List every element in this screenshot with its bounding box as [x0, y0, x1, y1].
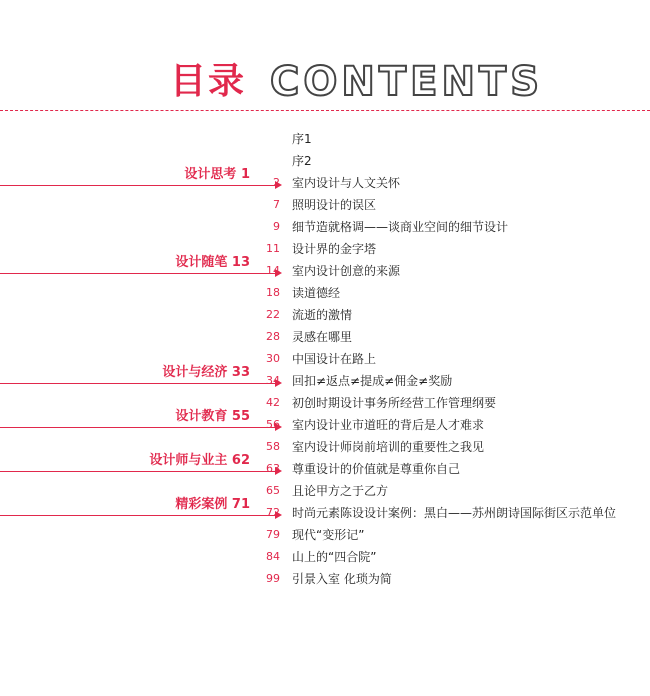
header-divider — [0, 110, 650, 111]
toc-entry-title: 照明设计的误区 — [292, 198, 377, 212]
toc-entry-title: 序1 — [292, 132, 312, 146]
section-line — [0, 471, 276, 472]
section-marker — [0, 365, 284, 390]
toc-page-number: 28 — [266, 330, 280, 343]
title-english: CONTENTS — [270, 59, 544, 105]
section-label: 设计随笔 13 — [175, 255, 250, 270]
section-line — [0, 273, 276, 274]
section-label: 设计思考 1 — [184, 167, 250, 182]
toc-entry — [0, 326, 650, 348]
section-marker — [0, 409, 284, 434]
toc-entry-title: 山上的“四合院” — [292, 550, 377, 564]
toc-entry — [0, 392, 650, 414]
toc-page-number: 34 — [266, 374, 280, 387]
section-label: 设计与经济 33 — [162, 365, 250, 380]
toc-entry-title: 读道德经 — [292, 286, 341, 300]
toc-entry — [0, 348, 650, 370]
toc-entry — [0, 480, 650, 502]
toc-entry-title: 引景入室 化琐为简 — [292, 572, 392, 586]
section-label: 设计教育 55 — [175, 409, 250, 424]
section-line — [0, 515, 276, 516]
toc-entry-title: 室内设计创意的来源 — [292, 264, 401, 278]
title-chinese: 目录 — [170, 61, 247, 102]
arrow-right-icon — [275, 511, 282, 519]
toc-entry-title: 回扣≠返点≠提成≠佣金≠奖励 — [292, 374, 453, 388]
toc-page-number: 42 — [266, 396, 280, 409]
toc-entry-title: 室内设计业市道旺的背后是人才难求 — [292, 418, 485, 432]
toc-entry-title: 时尚元素陈设设计案例：黑白——苏州朗诗国际街区示范单位 — [292, 506, 617, 520]
toc-entry-title: 设计界的金字塔 — [292, 242, 377, 256]
toc-entry — [0, 216, 650, 238]
toc-entry — [0, 194, 650, 216]
toc-page-number: 11 — [266, 242, 280, 255]
section-line — [0, 383, 276, 384]
toc-entry-title: 室内设计师岗前培训的重要性之我见 — [292, 440, 485, 454]
toc-page-number: 58 — [266, 440, 280, 453]
section-line — [0, 185, 276, 186]
section-marker — [0, 497, 284, 522]
section-marker — [0, 167, 284, 192]
toc-entry-title: 细节造就格调——谈商业空间的细节设计 — [292, 220, 509, 234]
toc-page-number: 30 — [266, 352, 280, 365]
toc-entry-title: 室内设计与人文关怀 — [292, 176, 401, 190]
toc-entry-title: 流逝的激情 — [292, 308, 353, 322]
toc-page-number: 65 — [266, 484, 280, 497]
toc-entry — [0, 436, 650, 458]
arrow-right-icon — [275, 379, 282, 387]
toc-entry — [0, 524, 650, 546]
toc-entry-title: 中国设计在路上 — [292, 352, 377, 366]
header — [0, 58, 650, 108]
toc-entry-title: 现代“变形记” — [292, 528, 365, 542]
toc-entry-title: 初创时期设计事务所经营工作管理纲要 — [292, 396, 497, 410]
toc-entry — [0, 304, 650, 326]
section-line — [0, 427, 276, 428]
toc-entry-title: 序2 — [292, 154, 312, 168]
toc-entry — [0, 546, 650, 568]
toc-entry — [0, 238, 650, 260]
toc-page-number: 79 — [266, 528, 280, 541]
section-marker — [0, 255, 284, 280]
toc-entry — [0, 150, 650, 172]
toc-page-number: 56 — [266, 418, 280, 431]
toc-page-number: 99 — [266, 572, 280, 585]
toc-page-number: 2 — [273, 176, 280, 189]
toc-entry — [0, 568, 650, 590]
toc-page-number: 22 — [266, 308, 280, 321]
section-marker — [0, 453, 284, 478]
toc-entry-title: 尊重设计的价值就是尊重你自己 — [292, 462, 461, 476]
toc-page-number: 63 — [266, 462, 280, 475]
toc-page-number: 18 — [266, 286, 280, 299]
toc-entry — [0, 282, 650, 304]
toc-page-number: 7 — [273, 198, 280, 211]
arrow-right-icon — [275, 423, 282, 431]
toc-entry-title: 且论甲方之于乙方 — [292, 484, 389, 498]
toc-page-number: 9 — [273, 220, 280, 233]
toc-entry-title: 灵感在哪里 — [292, 330, 353, 344]
arrow-right-icon — [275, 181, 282, 189]
section-label: 设计师与业主 62 — [149, 453, 250, 468]
arrow-right-icon — [275, 269, 282, 277]
toc-entry — [0, 128, 650, 150]
toc-page-number: 14 — [266, 264, 280, 277]
toc-page-number: 84 — [266, 550, 280, 563]
arrow-right-icon — [275, 467, 282, 475]
section-label: 精彩案例 71 — [175, 497, 250, 512]
toc-page-number: 72 — [266, 506, 280, 519]
